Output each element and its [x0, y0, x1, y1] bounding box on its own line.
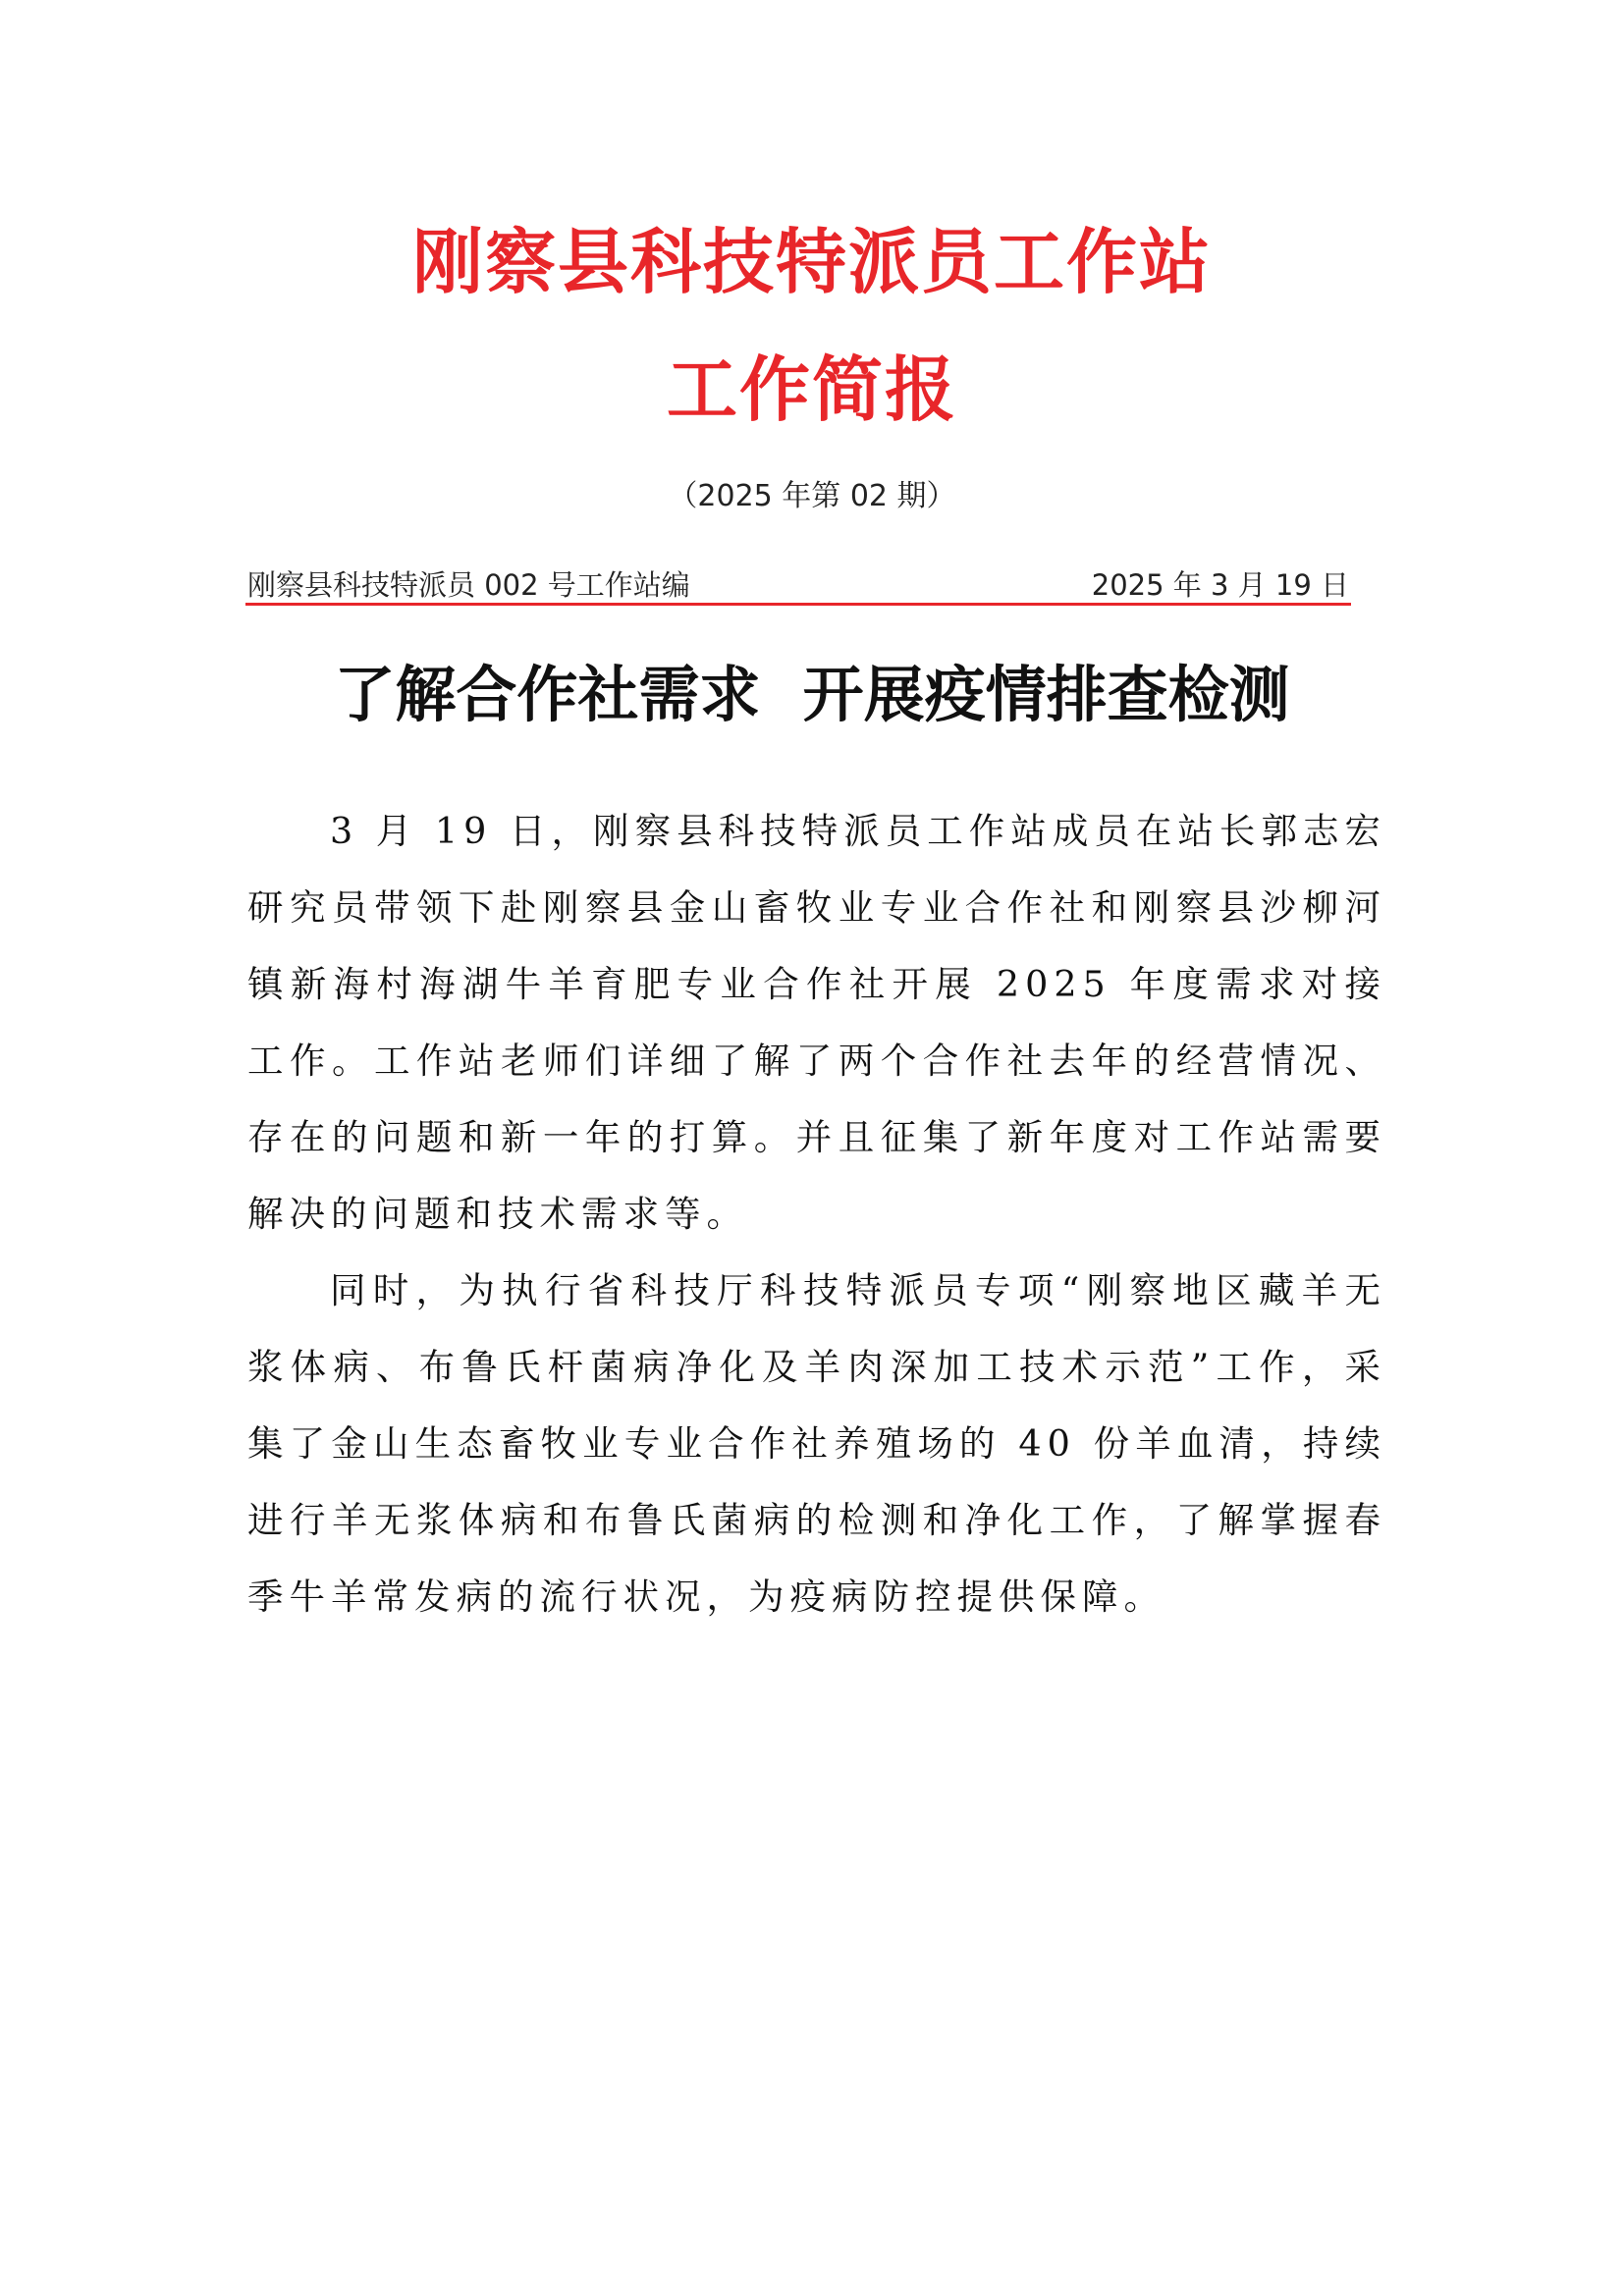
bulletin-title: 工作简报 [666, 347, 957, 431]
article-paragraph: 3 月 19 日，刚察县科技特派员工作站成员在站长郭志宏研究员带领下赴刚察县金山畜牧业专业合作社和刚察县沙柳河镇新海村海湖牛羊育肥专业合作社开展 2025 年度需求对接工作。工作站老师们详细了解了两个合作社去年的经营情况、存在的问题和新一年的打算。并且征集了新年度对工作站需要解决的问题和技术需求等。 [247, 810, 1386, 1235]
issue-number: （2025 年第 02 期） [668, 479, 956, 513]
article-body [247, 793, 1386, 1635]
bulletin-org-title: 刚察县科技特派员工作站 [411, 220, 1212, 303]
article-title: 了解合作社需求 开展疫情排查检测 [334, 659, 1290, 730]
meta-row [247, 565, 1349, 605]
red-divider [245, 603, 1351, 606]
article-paragraph: 同时，为执行省科技厅科技特派员专项“刚察地区藏羊无浆体病、布鲁氏杆菌病净化及羊肉深加工技术示范”工作，采集了金山生态畜牧业专业合作社养殖场的 40 份羊血清，持续进行羊无浆体病和布鲁氏菌病的检测和净化工作，了解掌握春季牛羊常发病的流行状况，为疫病防控提供保障。 [247, 1269, 1386, 1618]
editor-label: 刚察县科技特派员 002 号工作站编 [247, 568, 690, 602]
publish-date: 2025 年 3 月 19 日 [1091, 568, 1349, 602]
